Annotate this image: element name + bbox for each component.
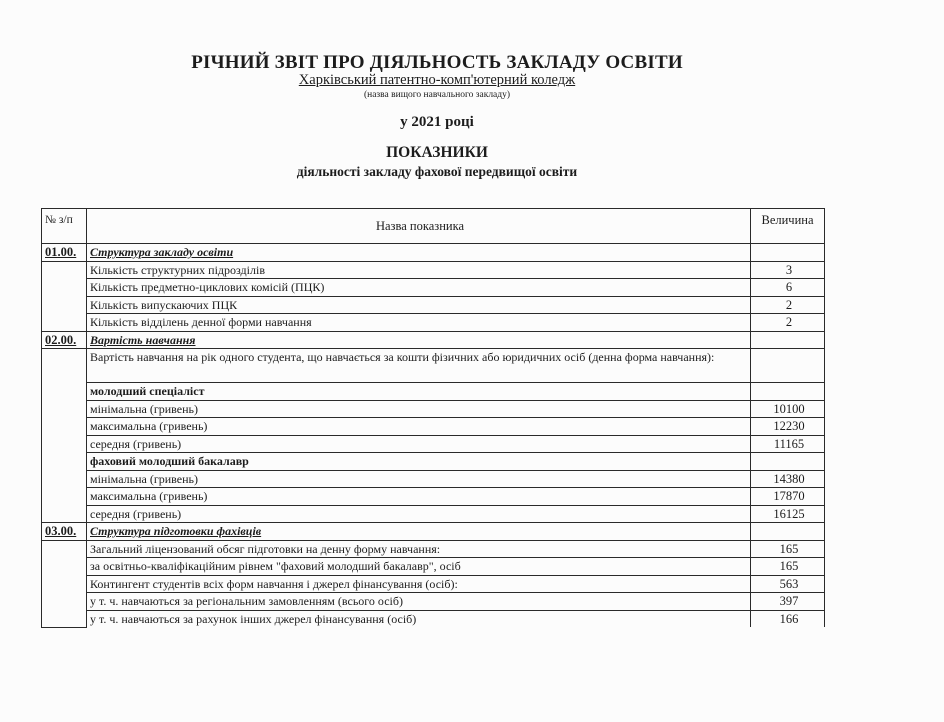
row-value: 2	[751, 314, 825, 332]
group-label: молодший спеціаліст	[87, 383, 751, 401]
group-row	[42, 383, 825, 401]
row-label: Контингент студентів всіх форм навчання і джерел фінансування (осіб):	[87, 575, 751, 593]
row-value: 14380	[751, 470, 825, 488]
row-label: середня (гривень)	[87, 435, 751, 453]
header-number: № з/п	[42, 209, 87, 244]
section-row	[42, 244, 825, 262]
table-row	[42, 349, 825, 383]
header-value: Величина	[751, 209, 825, 244]
row-label: за освітньо-кваліфікаційним рівнем "фаховий молодший бакалавр", осіб	[87, 558, 751, 576]
row-label: Загальний ліцензований обсяг підготовки на денну форму навчання:	[87, 540, 751, 558]
table-row	[42, 593, 825, 611]
row-label: Кількість відділень денної форми навчання	[87, 314, 751, 332]
row-label: Кількість випускаючих ПЦК	[87, 296, 751, 314]
indicators-title: ПОКАЗНИКИ	[386, 144, 488, 161]
section-row	[42, 523, 825, 541]
section-code: 02.00.	[42, 331, 87, 349]
report-year: у 2021 році	[400, 114, 474, 130]
row-value: 11165	[751, 435, 825, 453]
row-value: 16125	[751, 505, 825, 523]
row-label: Кількість структурних підрозділів	[87, 261, 751, 279]
row-label: максимальна (гривень)	[87, 418, 751, 436]
table-row	[42, 261, 825, 279]
table-row	[42, 470, 825, 488]
row-label: у т. ч. навчаються за регіональним замовленням (всього осіб)	[87, 593, 751, 611]
row-value: 3	[751, 261, 825, 279]
table-row	[42, 505, 825, 523]
section-row	[42, 331, 825, 349]
row-value: 165	[751, 558, 825, 576]
section-code: 01.00.	[42, 244, 87, 262]
report-title: РІЧНИЙ ЗВІТ ПРО ДІЯЛЬНОСТЬ ЗАКЛАДУ ОСВІТИ	[191, 52, 683, 73]
indicators-subtitle: діяльності закладу фахової передвищої освіти	[296, 164, 578, 179]
table-row	[42, 540, 825, 558]
row-value: 166	[751, 610, 825, 627]
table-row	[42, 296, 825, 314]
row-label: середня (гривень)	[87, 505, 751, 523]
table-row	[42, 575, 825, 593]
table-row	[42, 279, 825, 297]
row-label: максимальна (гривень)	[87, 488, 751, 506]
table-header-row	[42, 209, 825, 244]
institution-note: (назва вищого навчального закладу)	[363, 90, 511, 100]
table-row	[42, 314, 825, 332]
table-row	[42, 558, 825, 576]
section-title: Структура підготовки фахівців	[87, 523, 751, 541]
table-row	[42, 610, 825, 627]
row-value: 17870	[751, 488, 825, 506]
row-value: 10100	[751, 400, 825, 418]
group-label: фаховий молодший бакалавр	[87, 453, 751, 471]
section-title: Структура закладу освіти	[87, 244, 751, 262]
row-value: 12230	[751, 418, 825, 436]
row-value: 165	[751, 540, 825, 558]
row-value: 563	[751, 575, 825, 593]
section-title: Вартість навчання	[87, 331, 751, 349]
row-value: 2	[751, 296, 825, 314]
table-row	[42, 488, 825, 506]
row-label: мінімальна (гривень)	[87, 400, 751, 418]
row-label: мінімальна (гривень)	[87, 470, 751, 488]
row-label: у т. ч. навчаються за рахунок інших джерел фінансування (осіб)	[87, 610, 751, 627]
row-value: 397	[751, 593, 825, 611]
institution-name: Харківський патентно-комп'ютерний коледж	[298, 72, 576, 88]
indicators-table	[41, 208, 825, 628]
section-code: 03.00.	[42, 523, 87, 541]
row-label: Кількість предметно-циклових комісій (ПЦК)	[87, 279, 751, 297]
table-row	[42, 400, 825, 418]
table-row	[42, 418, 825, 436]
header-name: Назва показника	[87, 209, 751, 244]
row-label: Вартість навчання на рік одного студента, що навчається за кошти фізичних або юридичних осіб (денна форма навчання):	[87, 349, 751, 383]
group-row	[42, 453, 825, 471]
row-value: 6	[751, 279, 825, 297]
table-row	[42, 435, 825, 453]
